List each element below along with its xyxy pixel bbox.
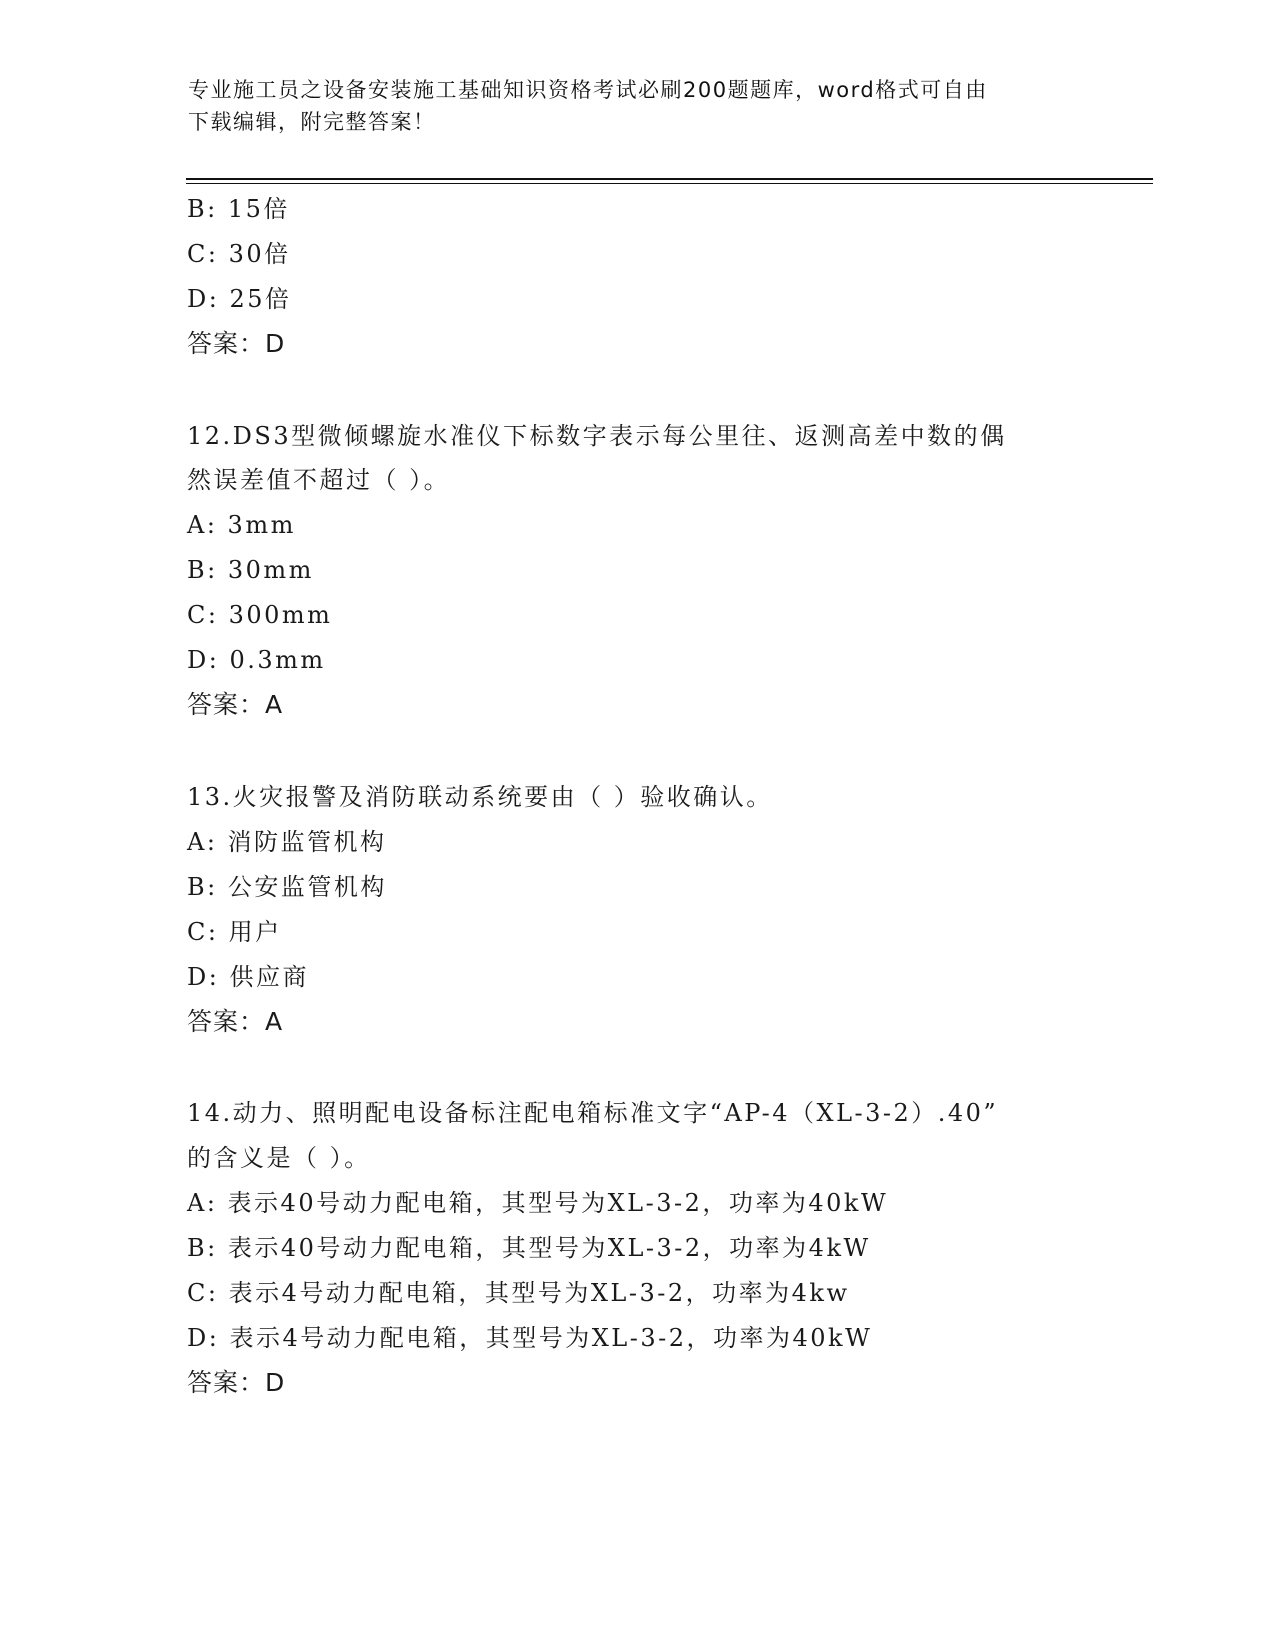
q12-option-d: D: 0.3mm <box>187 646 326 674</box>
q12-option-c: C: 300mm <box>187 601 333 629</box>
q12-answer: 答案：A <box>187 690 284 719</box>
q13-option-d: D: 供应商 <box>187 963 309 991</box>
q11-option-c: C: 30倍 <box>187 240 291 268</box>
q11-answer: 答案：D <box>187 329 286 358</box>
header-line-2: 下载编辑，附完整答案！ <box>188 110 436 134</box>
header-divider <box>186 178 1153 180</box>
q13-option-a: A: 消防监管机构 <box>187 828 387 856</box>
q12-stem-line-1: 12.DS3型微倾螺旋水准仪下标数字表示每公里往、返测高差中数的偶 <box>187 422 1007 450</box>
q12-stem-line-2: 然误差值不超过（ ）。 <box>187 466 451 494</box>
q12-option-b: B: 30mm <box>187 556 314 584</box>
q11-option-b: B: 15倍 <box>187 195 290 223</box>
q13-stem: 13.火灾报警及消防联动系统要由（ ）验收确认。 <box>187 783 773 811</box>
q14-option-d: D: 表示4号动力配电箱，其型号为XL-3-2，功率为40kW <box>187 1324 873 1352</box>
q14-answer: 答案：D <box>187 1368 286 1397</box>
q14-stem-line-1: 14.动力、照明配电设备标注配电箱标准文字“AP-4（XL-3-2）.40” <box>187 1099 999 1127</box>
q13-answer: 答案：A <box>187 1007 284 1036</box>
q14-option-a: A: 表示40号动力配电箱，其型号为XL-3-2，功率为40kW <box>187 1189 889 1217</box>
q13-option-c: C: 用户 <box>187 918 282 946</box>
q11-option-d: D: 25倍 <box>187 285 292 313</box>
header-divider-thin <box>186 183 1153 184</box>
header-line-1: 专业施工员之设备安装施工基础知识资格考试必刷200题题库，word格式可自由 <box>188 78 988 102</box>
q13-option-b: B: 公安监管机构 <box>187 873 387 901</box>
q14-option-c: C: 表示4号动力配电箱，其型号为XL-3-2，功率为4kw <box>187 1279 850 1307</box>
page-header <box>188 74 1068 138</box>
q12-option-a: A: 3mm <box>187 511 296 539</box>
q14-stem-line-2: 的含义是（ ）。 <box>187 1144 371 1172</box>
q14-option-b: B: 表示40号动力配电箱，其型号为XL-3-2，功率为4kW <box>187 1234 871 1262</box>
